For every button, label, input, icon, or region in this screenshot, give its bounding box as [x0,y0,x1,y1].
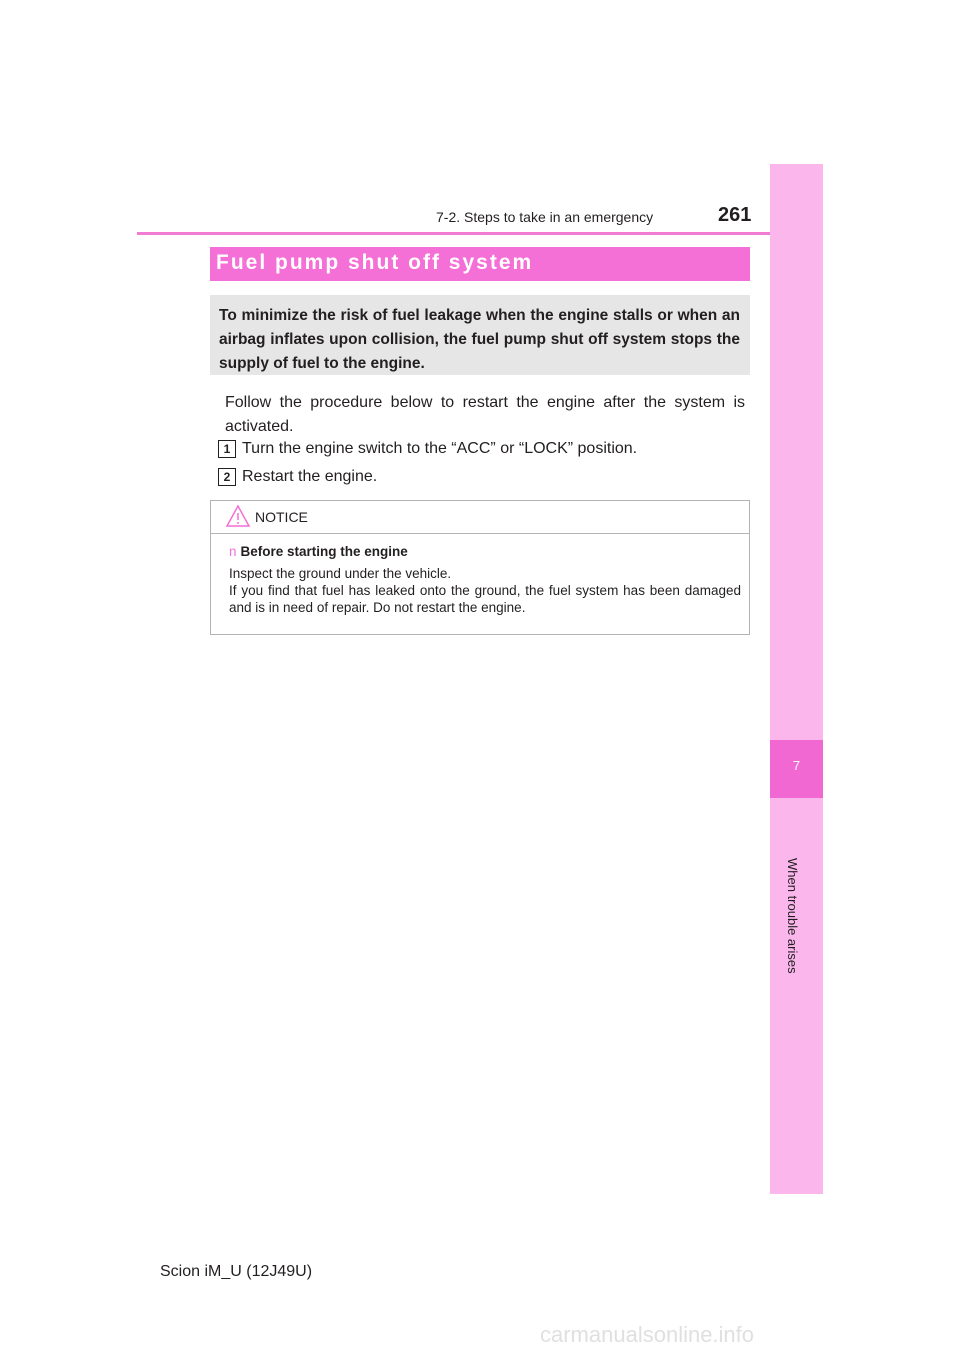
notice-heading [229,544,408,559]
section-title: Fuel pump shut off system [216,251,534,274]
notice-heading-text: Before starting the engine [240,544,408,559]
page-number: 261 [718,204,752,226]
step-number: 2 [218,468,236,486]
step-text: Restart the engine. [242,468,378,485]
chapter-title: When trouble arises [785,858,800,974]
watermark: carmanualsonline.info [540,1322,755,1347]
footer-model: Scion iM_U (12J49U) [160,1263,313,1280]
step-text: Turn the engine switch to the “ACC” or “LOCK” position. [242,440,638,457]
notice-divider [211,533,749,534]
notice-body [229,565,741,616]
header-rule [137,232,823,235]
chapter-side-tab [770,164,823,1194]
body-text: Follow the procedure below to restart the engine after the system is activated. [225,394,745,435]
notice-line-1: Inspect the ground under the vehicle. [229,566,452,581]
step-number: 1 [218,440,236,458]
header-section-title: 7-2. Steps to take in an emergency [436,209,654,225]
notice-label: NOTICE [255,509,308,525]
step-2 [218,466,377,488]
intro-text: To minimize the risk of fuel leakage when the engine stalls or when an airbag inflates upon collision, the fuel pump shut off system stops the supply of fuel to the engine. [219,307,740,372]
chapter-number: 7 [770,740,823,798]
notice-box [210,500,750,635]
bullet-marker: n [229,544,237,559]
step-1 [218,438,637,460]
notice-line-2: If you find that fuel has leaked onto the ground, the fuel system has been damaged and is in need of repair. Do not restart the engine. [229,583,741,615]
warning-icon [225,504,251,528]
